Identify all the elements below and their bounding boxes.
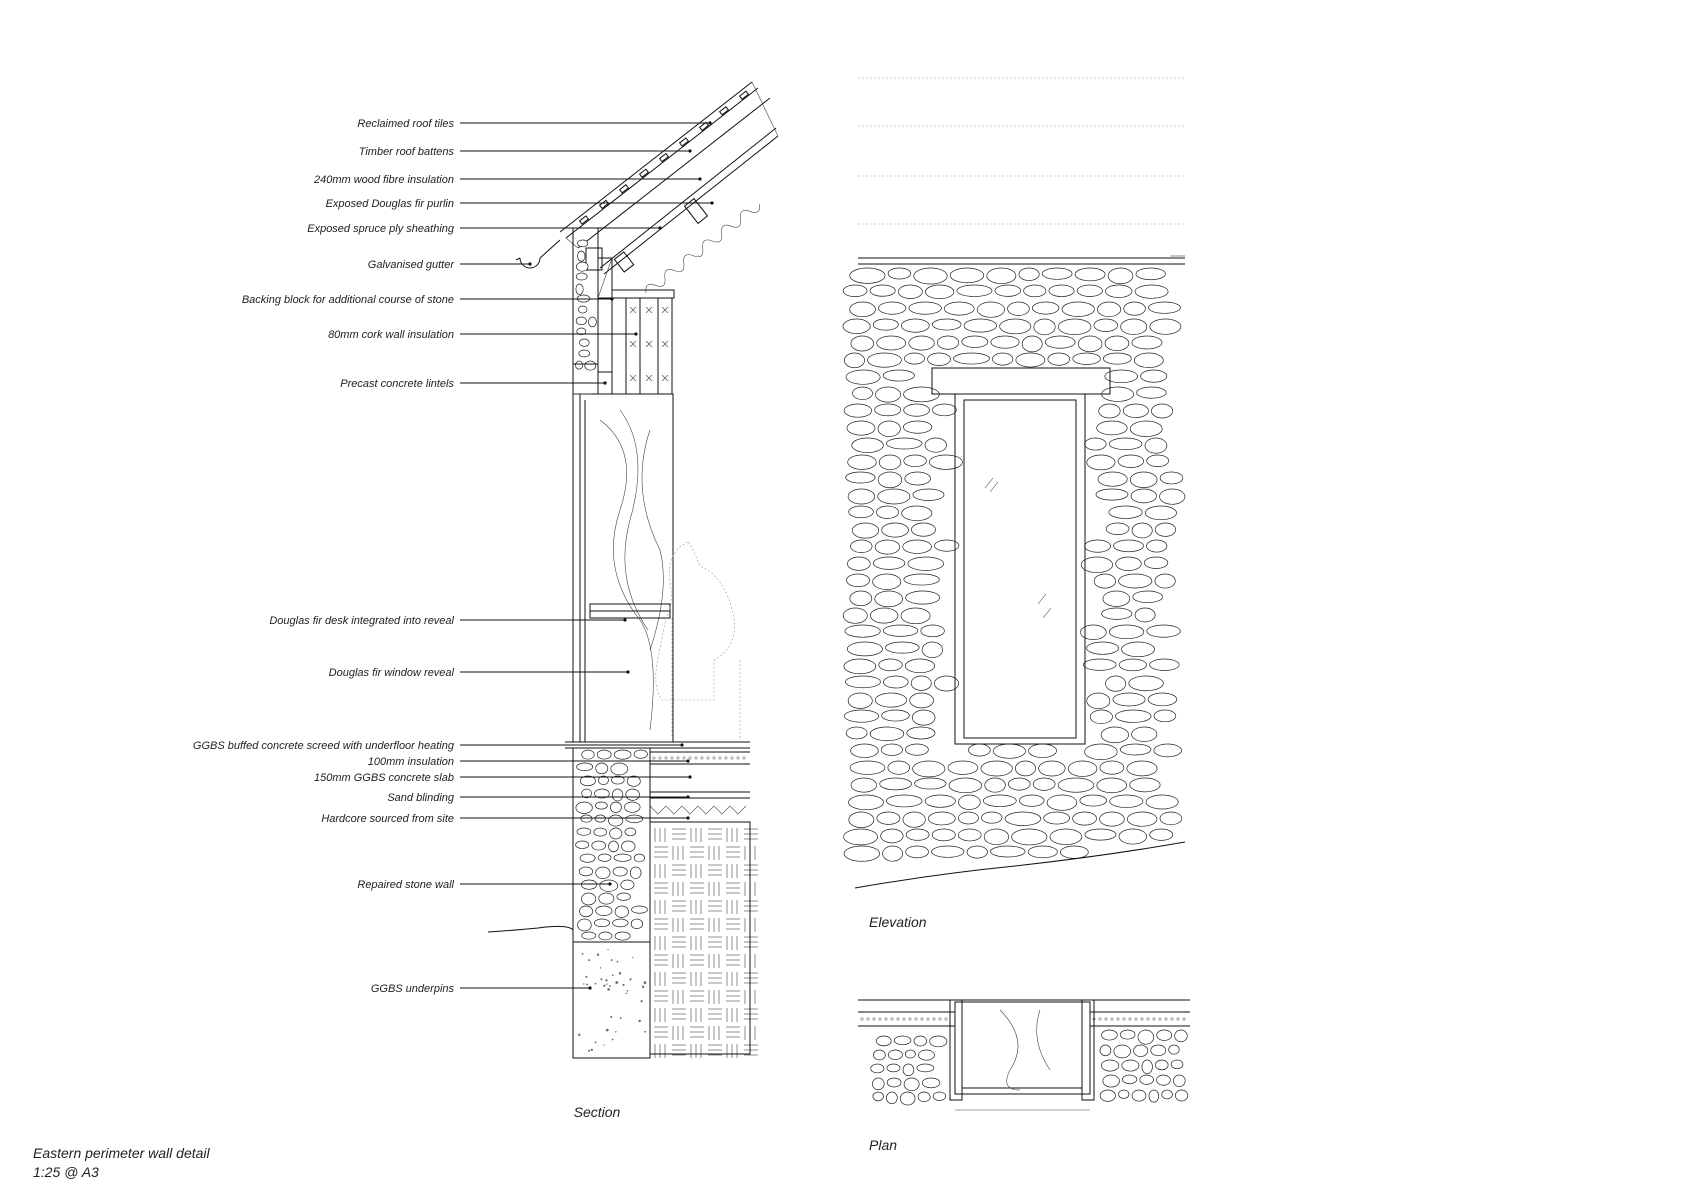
window-reveal-section [573, 394, 740, 742]
callout-label: 80mm cork wall insulation [328, 329, 454, 341]
callout-label: Hardcore sourced from site [321, 813, 454, 825]
callout-labels [193, 118, 455, 995]
leader-dot [688, 149, 691, 152]
callout-label: Sand blinding [387, 792, 454, 804]
elevation-stonework [843, 268, 1185, 861]
callout-label: Precast concrete lintels [340, 378, 454, 390]
leader-dot [610, 297, 613, 300]
callout-label: Galvanised gutter [367, 259, 454, 271]
elevation-caption: Elevation [869, 914, 927, 930]
leader-dot [688, 775, 691, 778]
leader-dot [623, 618, 626, 621]
roof-hint-lines [858, 78, 1185, 224]
callout-label: Timber roof battens [358, 146, 454, 158]
leader-dot [680, 743, 683, 746]
leader-dot [686, 795, 689, 798]
callout-label: 240mm wood fibre insulation [313, 174, 454, 186]
plan-caption: Plan [869, 1137, 898, 1153]
callout-label: Exposed spruce ply sheathing [307, 223, 454, 235]
drawing-title: Eastern perimeter wall detail [33, 1145, 210, 1161]
leader-dot [608, 882, 611, 885]
leader-dot [528, 262, 531, 265]
drawing-scale: 1:25 @ A3 [33, 1164, 99, 1180]
leader-dot [686, 759, 689, 762]
section-drawing [193, 82, 778, 1120]
leader-dot [588, 986, 591, 989]
leader-dot [626, 670, 629, 673]
callout-label: Douglas fir window reveal [328, 667, 454, 679]
callout-label: Backing block for additional course of stone [241, 294, 454, 306]
elevation-lintel [932, 368, 1110, 394]
leader-dot [634, 332, 637, 335]
callout-label: GGBS buffed concrete screed with underfloor heating [192, 740, 454, 752]
callout-label: 100mm insulation [367, 756, 454, 768]
leader-dot [658, 226, 661, 229]
leader-dot [710, 201, 713, 204]
roof-buildup [516, 82, 778, 297]
leader-dot [603, 381, 606, 384]
elevation-window [955, 394, 1085, 744]
title-block [33, 1145, 211, 1180]
leader-dot [686, 816, 689, 819]
elevation-drawing [843, 78, 1185, 930]
plan-drawing [858, 1000, 1190, 1153]
callout-label: Exposed Douglas fir purlin [325, 198, 454, 210]
lower-wall-foundation [488, 748, 758, 1058]
callout-label: Repaired stone wall [357, 879, 454, 891]
section-caption: Section [573, 1104, 621, 1120]
leader-dot [698, 177, 701, 180]
leader-dot [708, 121, 711, 124]
callout-label: Reclaimed roof tiles [357, 118, 454, 130]
callout-label: GGBS underpins [370, 983, 454, 995]
stone-wall-section [573, 228, 674, 394]
callout-label: Douglas fir desk integrated into reveal [269, 615, 454, 627]
callout-label: 150mm GGBS concrete slab [313, 772, 454, 784]
